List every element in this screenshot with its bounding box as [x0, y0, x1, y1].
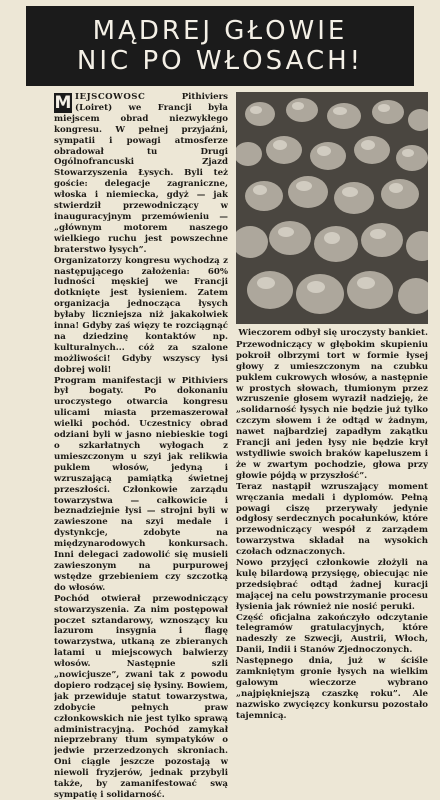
left-column	[54, 92, 228, 800]
paragraph-8: Część oficjalna zakończyło odczytanie telegramów gratulacyjnych, które nadeszły ze Szwecji, Austrii, Włoch, Danii, Indii i Stanów Zjednoczonych.	[236, 612, 428, 656]
paragraph-7: Nowo przyjęci członkowie złożyli na kulę bilardową przysięgę, obiecując nie przedsiębrać odtąd żadnej kuracji mającej na celu powstrzymanie procesu łysienia jak również nie nosić peruki.	[236, 558, 428, 612]
paragraph-5: Przewodniczący w głębokim skupieniu pokroił olbrzymi tort w formie łysej głowy z umieszczonym na czubku puklem cukrowych włosów, a następnie w prostych słowach, tłumionym przez wzruszenie głosem wyraził nadzieję, że „solidarność łysych nie będzie już tylko czczym słowem i że odtąd w żadnym, nawet najbardziej zapadłym zakątku Francji ani jeden łysy nie będzie krył wstydliwie swoich braków kapeluszem i że w zwartym pochodzie, głowa przy głowie pójdą w przyszłość”.	[236, 339, 428, 481]
paragraph-3: Program manifestacji w Pithiviers był bogaty. Po dokonaniu uroczystego otwarcia kongresu ulicami miasta przemaszerował wielki pochód. Uczestnicy obrad odziani byli w jasno niebieskie togi o szkarłatnych wyłogach z umieszczonym u szyi jak relikwia puklem włosów, jedyną i wzruszającą pamiątką świetnej przeszłości. Członkowie zarządu towarzystwa — całkowicie i beznadziejnie łysi — strojni byli w zawieszone na szyi medale i dystynkcje, zdobyte na międzynarodowych konkursach. Inni delegaci zadowolić się musieli zawieszonym na purpurowej wstędze grzebieniem czy szczotką do włosów.	[54, 375, 228, 593]
lead-kicker: IEJSCOWOŚĆ	[75, 92, 146, 102]
photo-crowd-icon	[236, 92, 428, 324]
headline-banner	[26, 6, 414, 86]
paragraph-6: Teraz nastąpił wzruszający moment wręczania medali i dyplomów. Pełną powagi ciszę przerywały jedynie odgłosy serdecznych pocałunków, które przewodniczący wespół z zarządem towarzystwa składał na wysokich czołach odznaczonych.	[236, 481, 428, 558]
lead-text: Pithiviers (Loiret) we Francji była miejscem obrad niezwykłego kongresu. W pełnej przyjaźni, sympatii i powagi atmosferze obradował tu Drugi Ogólnofrancuski Zjazd Stowarzyszenia Łysych. Byli też goście: delegacje zagraniczne, włoska i niemiecka, gdyż — jak stwierdził przewodniczący w inauguracyjnym przemówieniu — „głównym motorem naszego wielkiego ruchu jest powszechne braterstwo łysych”.	[54, 92, 228, 255]
right-column	[236, 92, 428, 800]
paragraph-4: Pochód otwierał przewodniczący stowarzyszenia. Za nim postępował poczet sztandarowy, wznoszący ku lazurom insygnia i flagę towarzystwa, utkaną ze zbieranych latami u miejscowych balwierzy włosów. Następnie szli „nowicjusze”, zwani tak z powodu dopiero rodzącej się łysiny. Bowiem, jak przewiduje statut towarzystwa, zdobycie pełnych praw członkowskich nie jest tylko sprawą administracyjną. Pochód zamykał nieprzebrany tłum sympatyków o jedwie przerzedzonych skroniach. Oni ciągle jeszcze pozostają w niewoli fryzjerów, jednak przybyli także, by zamanifestować swą sympatię i solidarność.	[54, 593, 228, 800]
photo-bald-heads	[236, 92, 428, 324]
paragraph-2: Organizatorzy kongresu wychodzą z następującego założenia: 60% ludności męskiej we Francji dotknięte jest łysieniem. Zatem organizacja jednocząca łysych byłaby liczniejsza niż jakakolwiek inna! Gdyby zaś więzy te rozciągnąć na dziedzinę kontaktów np. kulturalnych... cóż za szalone możliwości! Gdyby wszyscy łysi dobrej woli!	[54, 255, 228, 375]
article-columns	[54, 92, 428, 800]
drop-cap: M	[54, 93, 72, 113]
headline-line-2: NIC PO WŁOSACH!	[76, 46, 364, 76]
photo-caption: Wieczorem odbył się uroczysty bankiet.	[238, 328, 428, 338]
lead-paragraph	[54, 92, 228, 256]
headline-line-1: MĄDREJ GŁOWIE	[92, 16, 348, 46]
paragraph-9: Następnego dnia, już w ściśle zamkniętym gronie łysych na wielkim galowym wieczorze wybrano „najpiękniejszą czaszkę roku”. Ale nazwisko zwycięzcy konkursu pozostało tajemnicą.	[236, 656, 428, 721]
